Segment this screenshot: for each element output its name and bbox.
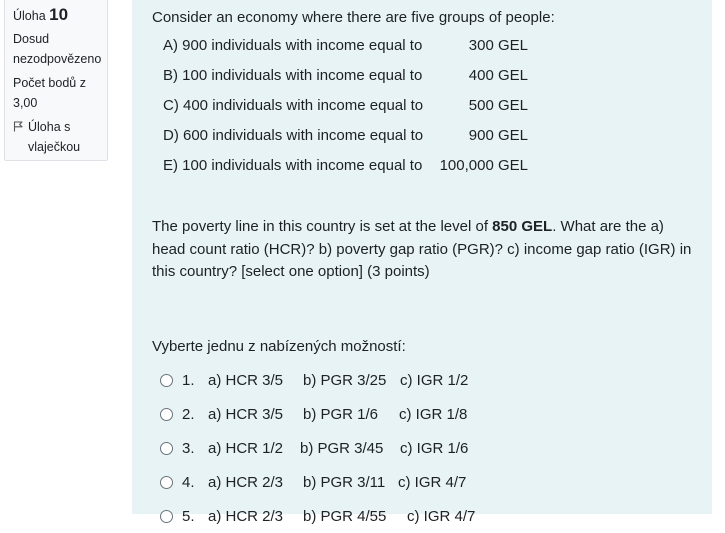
question-number-value: 10 [49, 5, 69, 24]
group-row [163, 127, 697, 157]
option-pgr: b) PGR 1/6 [303, 405, 379, 423]
group-income: 400 GEL [468, 67, 528, 84]
question-paragraph [152, 216, 697, 284]
answer-option-2[interactable] [160, 397, 475, 431]
option-igr: c) IGR 1/8 [399, 405, 468, 423]
answer-option-5[interactable] [160, 499, 475, 533]
population-groups [163, 37, 697, 187]
group-income: 500 GEL [468, 97, 528, 114]
radio-button[interactable] [160, 510, 173, 523]
question-content [132, 0, 712, 525]
question-info-panel [4, 0, 108, 161]
group-text: A) 900 individuals with income equal to [163, 37, 423, 54]
group-text: C) 400 individuals with income equal to [163, 97, 424, 114]
question-label: Úloha [13, 9, 46, 23]
option-pgr: b) PGR 3/45 [300, 439, 384, 457]
question-paragraph-end: . What are the a) head count ratio (HCR)? b) poverty gap ratio (PGR)? c) income gap ratio (IGR) in this country? [select one option] (3 points) [152, 218, 692, 280]
question-text [152, 8, 697, 187]
question-number [13, 5, 101, 26]
option-number: 3. [182, 439, 195, 457]
question-intro: Consider an economy where there are five groups of people: [152, 9, 555, 26]
question-state: Dosud nezodpovězeno [13, 32, 102, 66]
group-row [163, 157, 697, 187]
option-igr: c) IGR 4/7 [398, 473, 467, 491]
question-paragraph-start: The poverty line in this country is set at the level of [152, 218, 493, 235]
option-number: 5. [182, 507, 195, 525]
radio-button[interactable] [160, 442, 173, 455]
answer-option-4[interactable] [160, 465, 475, 499]
flag-question-link[interactable] [13, 117, 101, 157]
flag-label: Úloha s vlaječkou [28, 120, 81, 154]
answer-options [160, 363, 475, 533]
radio-button[interactable] [160, 408, 173, 421]
flag-icon [13, 121, 23, 132]
option-hcr: a) HCR 1/2 [208, 439, 284, 457]
radio-button[interactable] [160, 374, 173, 387]
option-number: 1. [182, 371, 195, 389]
option-pgr: b) PGR 3/11 [303, 473, 386, 491]
option-hcr: a) HCR 3/5 [208, 405, 284, 423]
radio-button[interactable] [160, 476, 173, 489]
group-row [163, 97, 697, 127]
option-number: 2. [182, 405, 195, 423]
group-row [163, 37, 697, 67]
group-income: 300 GEL [468, 37, 528, 54]
group-row [163, 67, 697, 97]
option-hcr: a) HCR 3/5 [208, 371, 284, 389]
group-text: B) 100 individuals with income equal to [163, 67, 423, 84]
option-number: 4. [182, 473, 195, 491]
group-text: E) 100 individuals with income equal to [163, 157, 423, 174]
option-igr: c) IGR 4/7 [407, 507, 476, 525]
question-grade: Počet bodů z 3,00 [13, 76, 86, 110]
group-income: 900 GEL [468, 127, 528, 144]
group-income: 100,000 GEL [439, 157, 528, 174]
answer-option-1[interactable] [160, 363, 475, 397]
poverty-line-value: 850 GEL [492, 218, 553, 235]
option-igr: c) IGR 1/2 [400, 371, 469, 389]
option-hcr: a) HCR 2/3 [208, 473, 284, 491]
group-text: D) 600 individuals with income equal to [163, 127, 424, 144]
answer-option-3[interactable] [160, 431, 475, 465]
option-pgr: b) PGR 4/55 [303, 507, 387, 525]
answer-prompt: Vyberte jednu z nabízených možností: [152, 338, 406, 355]
option-hcr: a) HCR 2/3 [208, 507, 284, 525]
option-igr: c) IGR 1/6 [400, 439, 469, 457]
option-pgr: b) PGR 3/25 [303, 371, 387, 389]
